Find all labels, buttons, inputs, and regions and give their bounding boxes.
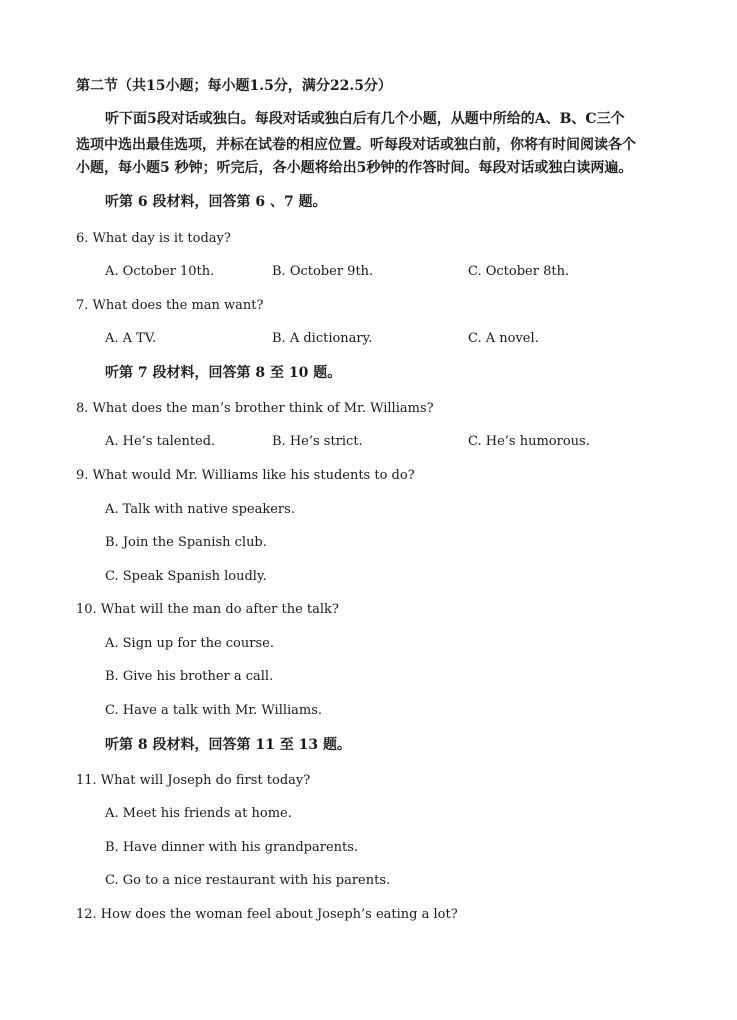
question-text: 9. What would Mr. Williams like his students to do? <box>76 468 415 483</box>
option-b: B. October 9th. <box>272 264 374 279</box>
option-b: B. Give his brother a call. <box>105 669 274 684</box>
question-text: 8. What does the man’s brother think of Mr. Williams? <box>76 401 434 416</box>
option-c: C. Speak Spanish loudly. <box>105 569 267 584</box>
question-text: 10. What will the man do after the talk? <box>76 602 339 617</box>
group-label: 听第 7 段材料，回答第 8 至 10 题。 <box>105 365 342 381</box>
question-text: 6. What day is it today? <box>76 231 231 246</box>
option-b: B. He’s strict. <box>272 434 363 449</box>
option-a: A. He’s talented. <box>105 434 216 449</box>
option-b: B. A dictionary. <box>272 331 373 346</box>
instruction-line-2: 选项中选出最佳选项，并标在试卷的相应位置。听每段对话或独白前，你将有时间阅读各个 <box>76 137 636 153</box>
instruction-line-1: 听下面5段对话或独白。每段对话或独白后有几个小题，从题中所给的A、B、C三个 <box>105 111 625 127</box>
instruction-line-3: 小题，每小题5 秒钟；听完后，各小题将给出5秒钟的作答时间。每段对话或独白读两遍。 <box>76 160 633 176</box>
option-c: C. Go to a nice restaurant with his parents. <box>105 873 391 888</box>
option-a: A. Meet his friends at home. <box>105 806 292 821</box>
group-label: 听第 8 段材料，回答第 11 至 13 题。 <box>105 737 351 753</box>
option-b: B. Join the Spanish club. <box>105 535 267 550</box>
option-c: C. Have a talk with Mr. Williams. <box>105 703 323 718</box>
option-c: C. He’s humorous. <box>468 434 590 449</box>
option-a: A. A TV. <box>105 331 157 346</box>
question-text: 7. What does the man want? <box>76 298 264 313</box>
group-label: 听第 6 段材料，回答第 6 、7 题。 <box>105 194 327 210</box>
question-text: 12. How does the woman feel about Joseph’s eating a lot? <box>76 907 458 922</box>
option-b: B. Have dinner with his grandparents. <box>105 840 359 855</box>
option-a: A. Sign up for the course. <box>105 636 274 651</box>
option-c: C. October 8th. <box>468 264 570 279</box>
option-a: A. October 10th. <box>105 264 215 279</box>
question-text: 11. What will Joseph do first today? <box>76 773 311 788</box>
option-c: C. A novel. <box>468 331 539 346</box>
option-a: A. Talk with native speakers. <box>105 502 295 517</box>
section-title: 第二节（共15小题；每小题1.5分，满分22.5分） <box>76 78 392 94</box>
